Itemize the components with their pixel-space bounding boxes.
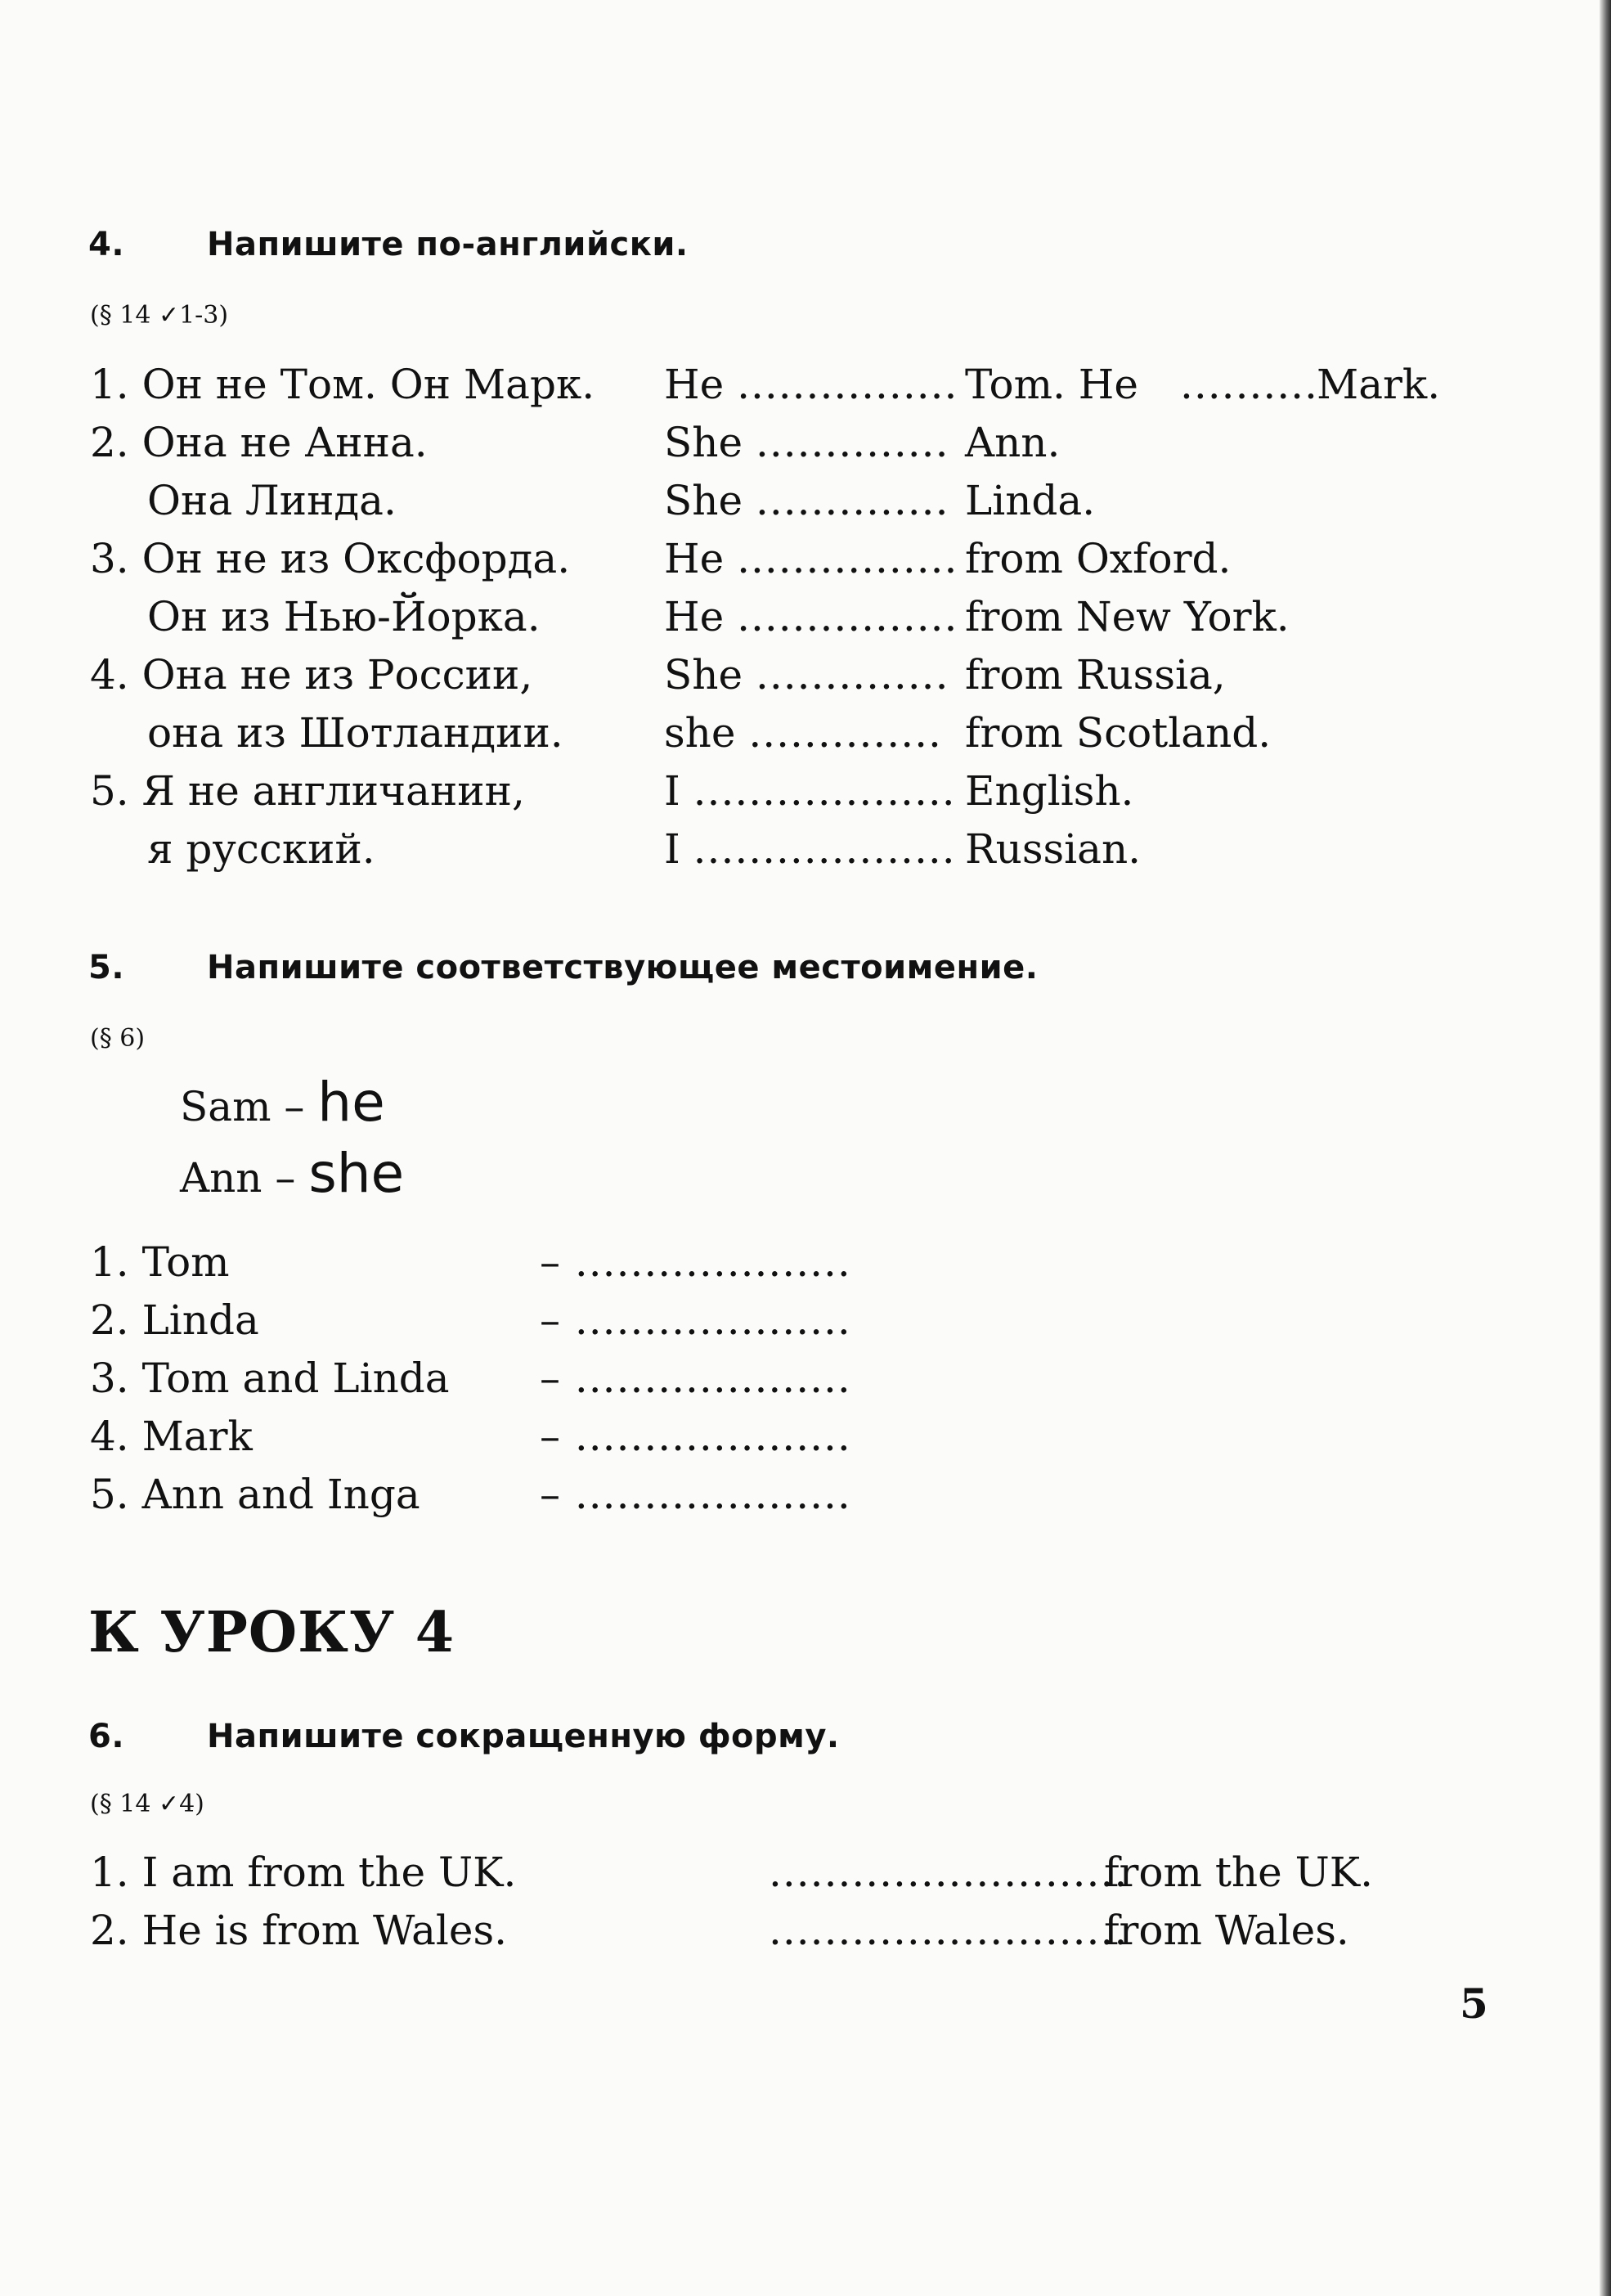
english-phrase: Mark. bbox=[1317, 361, 1441, 408]
answer-blank[interactable]: – .................... bbox=[540, 1296, 851, 1344]
english-subject: She bbox=[664, 651, 756, 699]
russian-sentence: 1. Он не Том. Он Марк. bbox=[90, 361, 595, 408]
english-phrase: from Scotland. bbox=[965, 709, 1272, 757]
russian-sentence: я русский. bbox=[147, 825, 375, 873]
english-phrase: Linda. bbox=[965, 477, 1096, 524]
english-answer-line bbox=[664, 419, 949, 466]
list-item-label: 4. Mark bbox=[90, 1413, 253, 1460]
answer-blank[interactable]: .............. bbox=[755, 419, 949, 466]
english-phrase: from Wales. bbox=[1104, 1907, 1349, 1954]
exercise-6-heading bbox=[88, 1718, 840, 1755]
russian-sentence: 2. Она не Анна. bbox=[90, 419, 428, 466]
answer-blank[interactable]: ................... bbox=[693, 825, 956, 873]
answer-blank[interactable]: – .................... bbox=[540, 1238, 851, 1286]
english-subject: She bbox=[664, 419, 756, 466]
example-row bbox=[180, 1071, 385, 1134]
answer-blank[interactable]: ................ bbox=[737, 361, 958, 408]
exercise-6-number: 6. bbox=[88, 1718, 125, 1755]
handwritten-answer: she bbox=[308, 1142, 405, 1205]
russian-sentence: она из Шотландии. bbox=[147, 709, 563, 757]
russian-sentence: Он из Нью-Йорка. bbox=[147, 593, 541, 640]
english-sentence: 2. He is from Wales. bbox=[90, 1907, 508, 1954]
answer-blank[interactable]: .......... bbox=[1180, 361, 1318, 408]
russian-sentence: Она Линда. bbox=[147, 477, 397, 524]
exercise-4-reference: (§ 14 ✓1-3) bbox=[90, 301, 229, 330]
answer-blank[interactable]: .............. bbox=[755, 651, 949, 699]
english-phrase: Tom. He bbox=[965, 361, 1138, 408]
list-item-label: 1. Tom bbox=[90, 1238, 230, 1286]
english-subject: He bbox=[664, 361, 738, 408]
example-row bbox=[180, 1142, 405, 1205]
exercise-6-title: Напишите сокращенную форму. bbox=[207, 1718, 840, 1755]
answer-blank[interactable]: – .................... bbox=[540, 1413, 851, 1460]
answer-blank[interactable]: – .................... bbox=[540, 1355, 851, 1402]
english-subject: she bbox=[664, 709, 749, 757]
english-answer-line bbox=[664, 767, 956, 815]
english-subject: I bbox=[664, 767, 693, 815]
english-phrase: from the UK. bbox=[1104, 1849, 1373, 1896]
english-subject: He bbox=[664, 535, 738, 582]
page-number: 5 bbox=[1460, 1979, 1488, 2028]
lesson-title: К УРОКУ 4 bbox=[88, 1600, 455, 1665]
exercise-4-title: Напишите по-английски. bbox=[207, 226, 689, 263]
exercise-5-number: 5. bbox=[88, 949, 125, 986]
english-phrase: from New York. bbox=[965, 593, 1290, 640]
english-subject: I bbox=[664, 825, 693, 873]
list-item-label: 5. Ann and Inga bbox=[90, 1471, 420, 1518]
english-answer-line bbox=[664, 709, 942, 757]
english-answer-line bbox=[664, 825, 956, 873]
list-item-label: 2. Linda bbox=[90, 1296, 259, 1344]
english-answer-line bbox=[664, 361, 958, 408]
answer-blank[interactable]: .............. bbox=[755, 477, 949, 524]
english-sentence: 1. I am from the UK. bbox=[90, 1849, 517, 1896]
exercise-5-heading bbox=[88, 949, 1038, 986]
answer-blank[interactable]: ................ bbox=[737, 593, 958, 640]
handwritten-answer: he bbox=[317, 1071, 385, 1134]
exercise-4-number: 4. bbox=[88, 226, 125, 263]
example-dash: – bbox=[284, 1083, 305, 1130]
answer-blank[interactable]: ................ bbox=[737, 535, 958, 582]
example-word: Sam bbox=[180, 1083, 271, 1130]
exercise-5-reference: (§ 6) bbox=[90, 1024, 146, 1053]
exercise-6-reference: (§ 14 ✓4) bbox=[90, 1790, 204, 1818]
answer-blank[interactable]: .......................... bbox=[769, 1849, 1129, 1896]
example-word: Ann bbox=[180, 1154, 263, 1202]
russian-sentence: 4. Она не из России, bbox=[90, 651, 533, 699]
english-subject: She bbox=[664, 477, 756, 524]
english-phrase: Russian. bbox=[965, 825, 1142, 873]
english-subject: He bbox=[664, 593, 738, 640]
exercise-4-heading bbox=[88, 226, 689, 263]
english-phrase: from Russia, bbox=[965, 651, 1226, 699]
russian-sentence: 3. Он не из Оксфорда. bbox=[90, 535, 571, 582]
exercise-5-title: Напишите соответствующее местоимение. bbox=[207, 949, 1039, 986]
english-phrase: from Oxford. bbox=[965, 535, 1232, 582]
page-edge-shadow bbox=[1600, 0, 1611, 2296]
list-item-label: 3. Tom and Linda bbox=[90, 1355, 450, 1402]
english-answer-line bbox=[664, 535, 958, 582]
english-phrase: English. bbox=[965, 767, 1134, 815]
answer-blank[interactable]: – .................... bbox=[540, 1471, 851, 1518]
example-dash: – bbox=[275, 1154, 296, 1202]
english-phrase: Ann. bbox=[965, 419, 1061, 466]
answer-blank[interactable]: ................... bbox=[693, 767, 956, 815]
answer-blank[interactable]: .............. bbox=[748, 709, 942, 757]
russian-sentence: 5. Я не англичанин, bbox=[90, 767, 525, 815]
answer-blank[interactable]: .......................... bbox=[769, 1907, 1129, 1954]
english-answer-line bbox=[664, 593, 958, 640]
english-answer-line bbox=[664, 477, 949, 524]
english-answer-line bbox=[664, 651, 949, 699]
